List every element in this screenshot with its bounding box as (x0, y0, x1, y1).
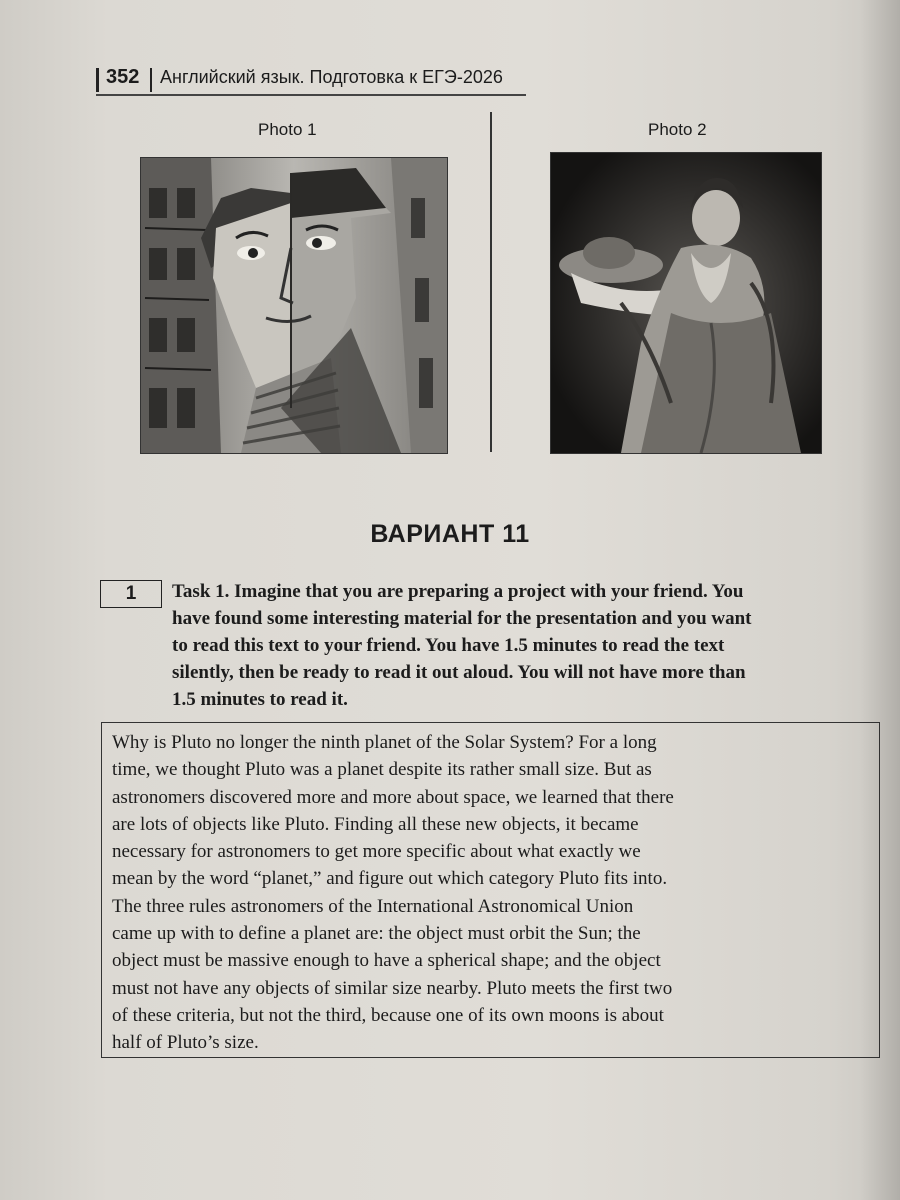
photo-1-mural-image (140, 157, 448, 454)
reading-line: came up with to define a planet are: the object must orbit the Sun; the (112, 923, 641, 945)
header-rule (96, 94, 526, 96)
photo-1-label: Photo 1 (258, 120, 317, 139)
reading-line: object must be massive enough to have a spherical shape; and the object (112, 950, 661, 972)
page-number: 352 (106, 66, 140, 88)
reading-line: The three rules astronomers of the International Astronomical Union (112, 895, 634, 917)
task-number-box: 1 (100, 580, 162, 608)
photo-2-painting-image (550, 152, 822, 454)
reading-line: astronomers discovered more and more about space, we learned that there (112, 786, 674, 808)
task-line: silently, then be ready to read it out aloud. You will not have more than (172, 662, 746, 683)
task-line: 1.5 minutes to read it. (172, 689, 348, 710)
reading-line: must not have any objects of similar size nearby. Pluto meets the first two (112, 977, 673, 999)
task-instructions (172, 578, 882, 713)
reading-line: are lots of objects like Pluto. Finding all these new objects, it became (112, 813, 639, 835)
reading-line: of these criteria, but not the third, because one of its own moons is about (112, 1004, 664, 1026)
book-title: Английский язык. Подготовка к ЕГЭ-2026 (160, 67, 503, 87)
reading-line: mean by the word “planet,” and figure out which category Pluto fits into. (112, 868, 668, 890)
reading-text-box (101, 722, 880, 1058)
variant-heading: ВАРИАНТ 11 (370, 520, 530, 548)
header-separator (150, 68, 152, 92)
header-left-bar (96, 68, 99, 92)
painting-illustration (551, 153, 821, 453)
reading-line: necessary for astronomers to get more specific about what exactly we (112, 841, 641, 863)
task-line: to read this text to your friend. You have 1.5 minutes to read the text (172, 635, 725, 656)
reading-line: time, we thought Pluto was a planet despite its rather small size. But as (112, 759, 652, 781)
photo-2-label: Photo 2 (648, 120, 707, 139)
photo-divider (490, 112, 492, 452)
page-edge-shadow (860, 0, 900, 1200)
task-line: have found some interesting material for the presentation and you want (172, 608, 752, 629)
running-header (96, 64, 536, 96)
mural-illustration (141, 158, 447, 453)
reading-line: half of Pluto’s size. (112, 1032, 259, 1054)
reading-line: Why is Pluto no longer the ninth planet of the Solar System? For a long (112, 732, 657, 753)
task-line: Task 1. Imagine that you are preparing a project with your friend. You (172, 581, 744, 602)
